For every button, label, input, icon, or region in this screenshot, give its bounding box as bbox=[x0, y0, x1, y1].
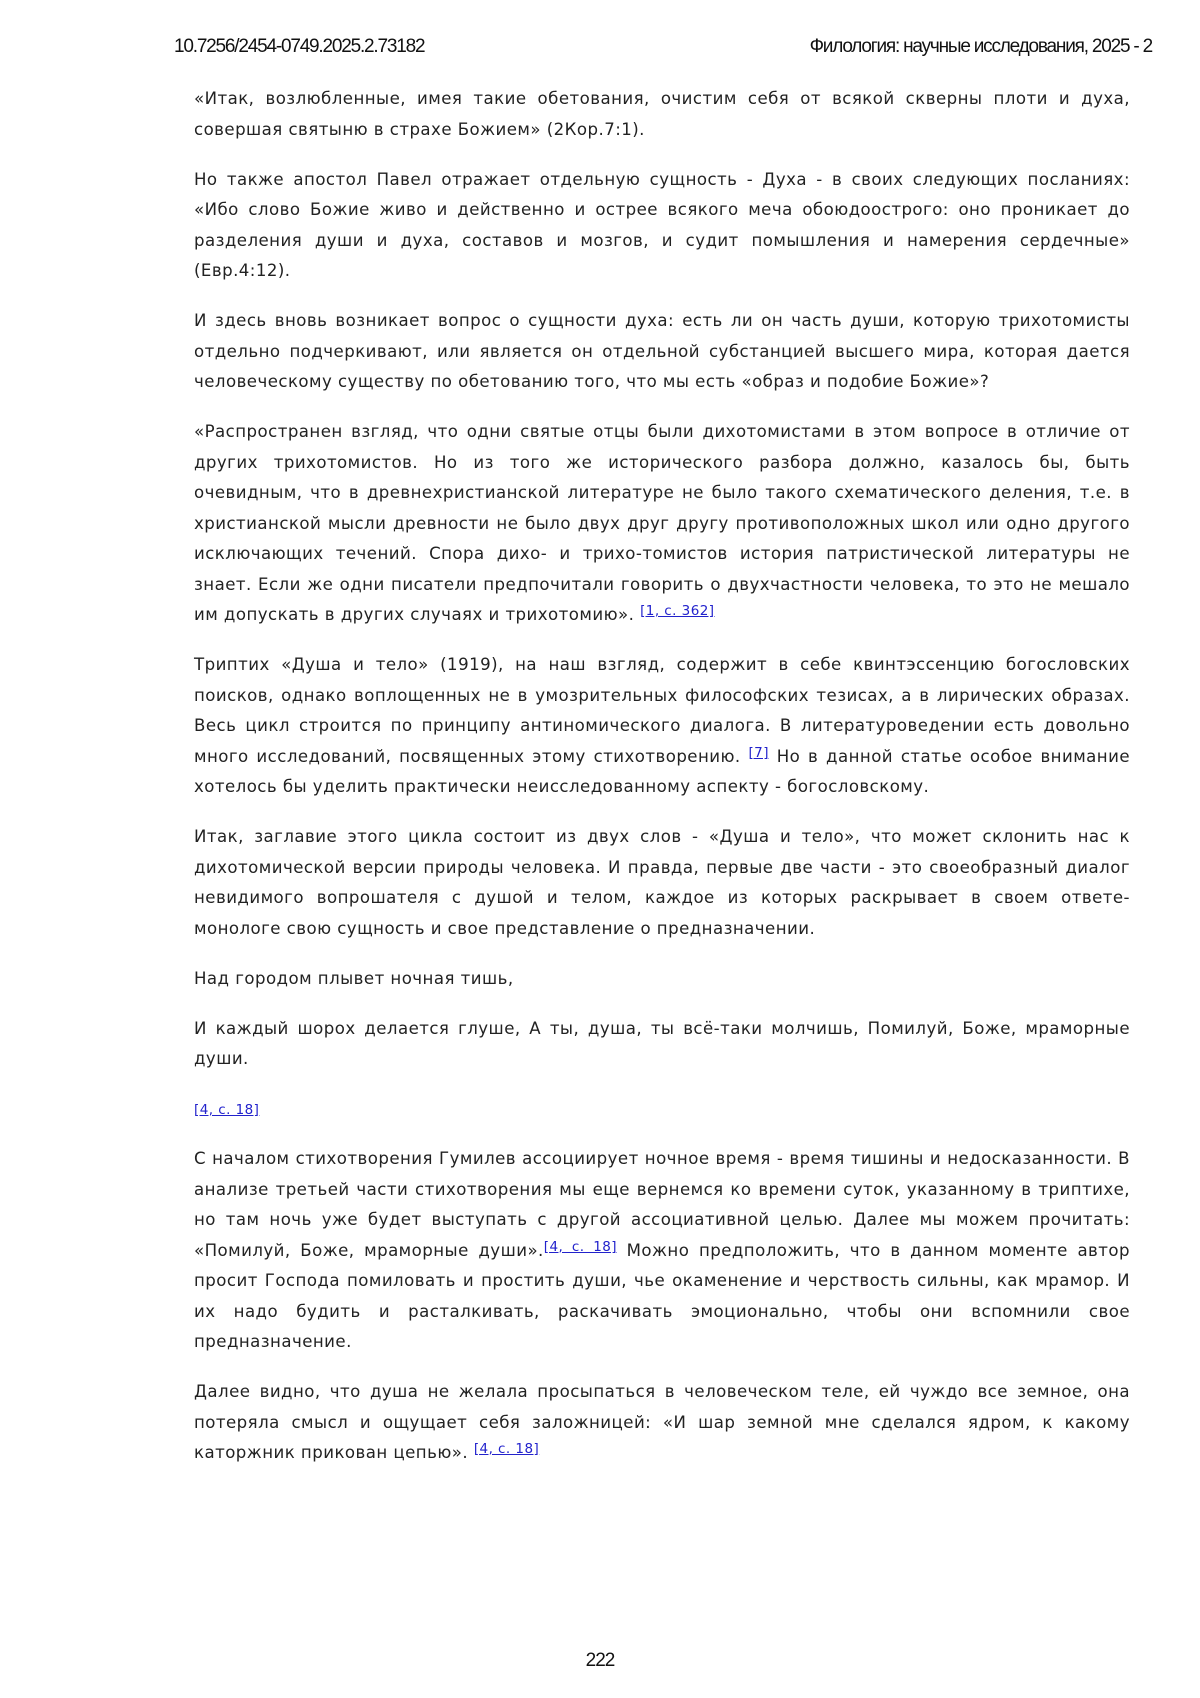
paragraph-text: Но в данной статье особое внимание хотелось бы уделить практически неисследованному аспекту - богословскому. bbox=[194, 746, 1130, 796]
page-number: 222 bbox=[585, 1650, 615, 1671]
citation-link[interactable]: [4, с. 18] bbox=[194, 1102, 260, 1118]
paragraph-text: «Итак, возлюбленные, имея такие обетования, очистим себя от всякой скверны плоти и духа, совершая святыню в страхе Божием» (2Кор.7:1). bbox=[194, 89, 1130, 139]
article-body bbox=[194, 84, 1130, 1488]
poem-line bbox=[194, 1014, 1130, 1075]
paragraph bbox=[194, 1377, 1130, 1469]
paragraph-text: И каждый шорох делается глуше, А ты, душа, ты всё-таки молчишь, Помилуй, Боже, мраморные души. bbox=[194, 1018, 1130, 1068]
paragraph-text: Триптих «Душа и тело» (1919), на наш взгляд, содержит в себе квинтэссенцию богословских поисков, однако воплощенных не в умозрительных философских тезисах, а в лирических образах. Весь цикл строится по принципу антиномического диалога. В литературоведении есть довольно много исследований, посвященных этому стихотворению. bbox=[194, 655, 1130, 766]
paragraph-text: Но также апостол Павел отражает отдельную сущность - Духа - в своих следующих посланиях: «Ибо слово Божие живо и действенно и острее всякого меча обоюдоострого: оно проникает до разделения души и духа, составов и мозгов, и судит помышления и намерения сердечные» (Евр.4:12). bbox=[194, 169, 1130, 280]
paragraph bbox=[194, 165, 1130, 287]
citation-link[interactable]: [4, с. 18] bbox=[543, 1238, 617, 1255]
paragraph-text: Можно предположить, что в данном моменте автор просит Господа помиловать и простить души, чье окаменение и черствость сильны, как мрамор. И их надо будить и расталкивать, раскачивать эмоционально, чтобы они вспомнили свое предназначение. bbox=[194, 1240, 1130, 1351]
paragraph-text: Далее видно, что душа не желала просыпаться в человеческом теле, ей чуждо все земное, она потеряла смысл и ощущает себя заложницей: «И шар земной мне сделался ядром, к какому каторжник прикован цепью». bbox=[194, 1382, 1130, 1462]
paragraph bbox=[194, 417, 1130, 631]
poem-line bbox=[194, 964, 1130, 995]
citation-link[interactable]: [4, с. 18] bbox=[473, 1441, 540, 1457]
paragraph bbox=[194, 84, 1130, 145]
paragraph-text: «Распространен взгляд, что одни святые отцы были дихотомистами в этом вопросе в отличие от других трихотомистов. Но из того же исторического разбора должно, казалось бы, быть очевидным, что в древнехристианской литературе не было такого схематического деления, т.е. в христианской мысли древности не было двух друг другу противоположных школ или одно другого исключающих течений. Спора дихо- и трихо-томистов история патристической литературы не знает. Если же одни писатели предпочитали говорить о двухчастности человека, то это не мешало им допускать в других случаях и трихотомию». bbox=[194, 422, 1130, 624]
paragraph-text: Итак, заглавие этого цикла состоит из двух слов - «Душа и тело», что может склонить нас к дихотомической версии природы человека. И правда, первые две части - это своеобразный диалог невидимого вопрошателя с душой и телом, каждое из которых раскрывает в своем ответе-монологе свою сущность и свое представление о предназначении. bbox=[194, 827, 1130, 938]
citation-link[interactable]: [1, с. 362] bbox=[640, 603, 715, 619]
paragraph bbox=[194, 650, 1130, 803]
doi: 10.7256/2454-0749.2025.2.73182 bbox=[174, 36, 425, 57]
paragraph-text: И здесь вновь возникает вопрос о сущности духа: есть ли он часть души, которую трихотомисты отдельно подчеркивают, или является он отдельной субстанцией высшего мира, которая дается человеческому существу по обетованию того, что мы есть «образ и подобие Божие»? bbox=[194, 311, 1130, 391]
citation-link[interactable]: [7] bbox=[748, 744, 769, 761]
paragraph-text: Над городом плывет ночная тишь, bbox=[194, 968, 514, 988]
paragraph-text: С началом стихотворения Гумилев ассоциирует ночное время - время тишины и недосказанности. В анализе третьей части стихотворения мы еще вернемся ко времени суток, указанному в триптихе, но там ночь уже будет выступать с другой ассоциативной целью. Далее мы можем прочитать: «Помилуй, Боже, мраморные души». bbox=[194, 1149, 1130, 1260]
paragraph bbox=[194, 306, 1130, 398]
journal-title: Филология: научные исследования, 2025 - 2 bbox=[809, 36, 1152, 57]
citation-paragraph bbox=[194, 1094, 1130, 1125]
paragraph bbox=[194, 1144, 1130, 1358]
paragraph bbox=[194, 822, 1130, 944]
